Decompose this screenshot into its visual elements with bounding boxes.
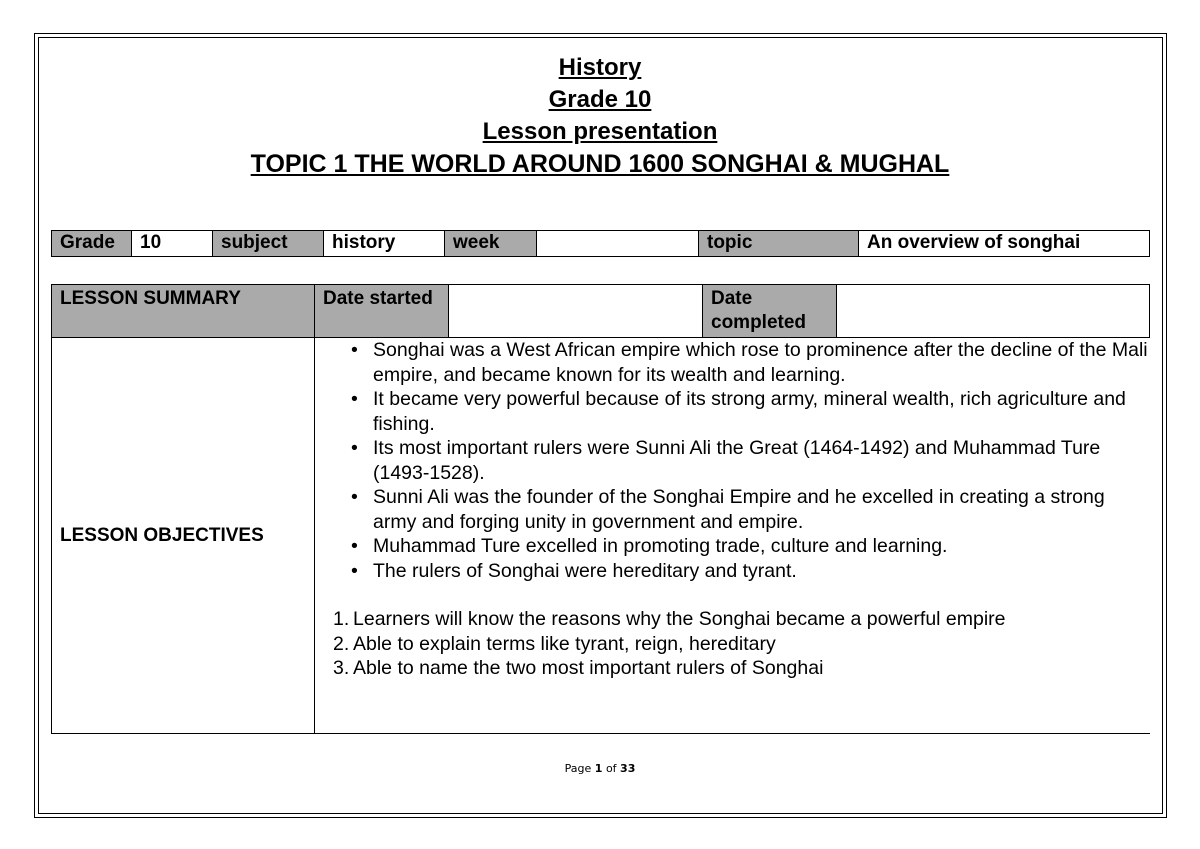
objective-text: Learners will know the reasons why the Songhai became a powerful empire xyxy=(353,608,1006,630)
lesson-objectives-label: LESSON OBJECTIVES xyxy=(52,338,315,734)
bullet-item: • The rulers of Songhai were hereditary and tyrant. xyxy=(373,559,1150,584)
objective-number: 2. xyxy=(333,632,350,655)
objective-text: Able to explain terms like tyrant, reign, hereditary xyxy=(353,632,776,655)
bullet-item: • Songhai was a West African empire which rose to prominence after the decline of the Mali empire, and became known for its wealth and learning. xyxy=(373,338,1150,387)
document-header xyxy=(0,52,1200,180)
date-completed-label: Date completed xyxy=(703,285,837,338)
date-started-value xyxy=(449,285,703,338)
table-bottom-line xyxy=(51,733,1150,734)
objective-item xyxy=(333,656,1150,681)
lesson-content xyxy=(315,338,1150,734)
lesson-table xyxy=(51,284,1150,734)
grade-value: 10 xyxy=(132,231,213,257)
subject-label: subject xyxy=(213,231,324,257)
subject-value: history xyxy=(324,231,445,257)
bullet-item: • It became very powerful because of its strong army, mineral wealth, rich agriculture and fishing. xyxy=(373,387,1150,436)
title-topic: TOPIC 1 THE WORLD AROUND 1600 SONGHAI & MUGHAL xyxy=(250,150,950,178)
page-footer xyxy=(0,762,1200,775)
page-word: Page xyxy=(564,762,592,775)
total-pages: 33 xyxy=(620,762,636,775)
info-table xyxy=(51,230,1150,257)
of-word: of xyxy=(605,762,617,775)
summary-bullet-list xyxy=(333,338,1150,583)
lesson-summary-label: LESSON SUMMARY xyxy=(52,285,315,338)
objective-item xyxy=(333,607,1150,632)
grade-label: Grade xyxy=(52,231,132,257)
week-value xyxy=(537,231,699,257)
date-completed-value xyxy=(837,285,1150,338)
bullet-item: • Its most important rulers were Sunni Ali the Great (1464-1492) and Muhammad Ture (1493-1528). xyxy=(373,436,1150,485)
title-grade: Grade 10 xyxy=(548,86,652,113)
objective-item xyxy=(333,632,1150,657)
title-lesson: Lesson presentation xyxy=(482,118,718,145)
date-started-label: Date started xyxy=(315,285,449,338)
bullet-item: • Sunni Ali was the founder of the Songhai Empire and he excelled in creating a strong army and forging unity in government and empire. xyxy=(373,485,1150,534)
page-number: 1 xyxy=(594,762,603,775)
bullet-item: • Muhammad Ture excelled in promoting trade, culture and learning. xyxy=(373,534,1150,559)
objective-number: 3. xyxy=(333,657,350,679)
objective-number: 1. xyxy=(333,608,350,630)
topic-value: An overview of songhai xyxy=(859,231,1150,257)
title-subject: History xyxy=(558,54,642,81)
objectives-list xyxy=(333,607,1150,681)
objective-text: Able to name the two most important rulers of Songhai xyxy=(353,657,824,679)
week-label: week xyxy=(445,231,537,257)
topic-label: topic xyxy=(699,231,859,257)
